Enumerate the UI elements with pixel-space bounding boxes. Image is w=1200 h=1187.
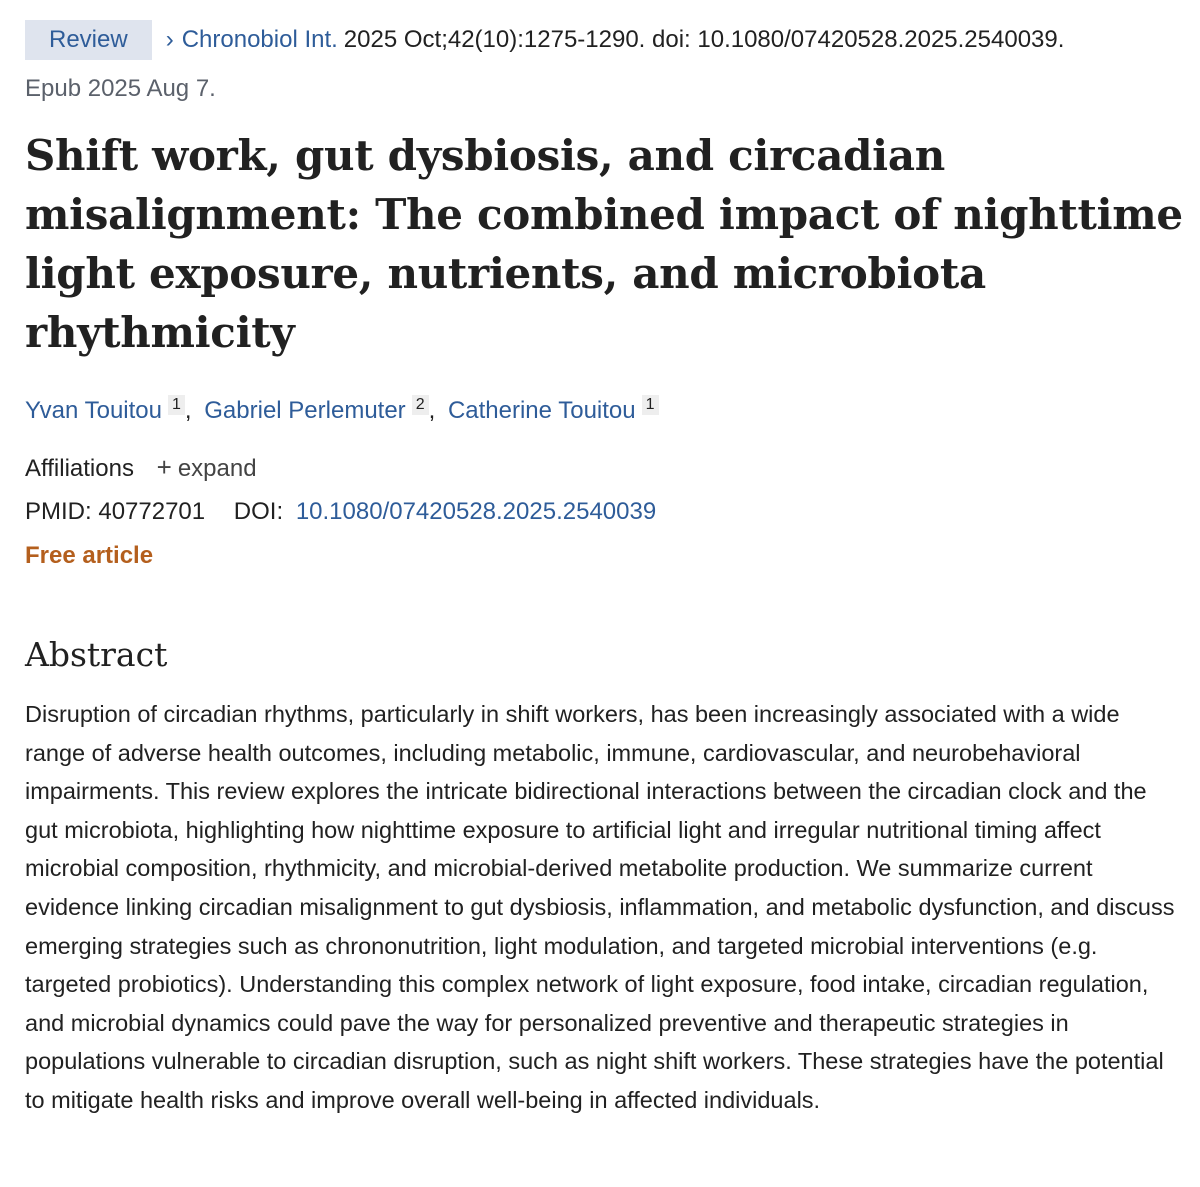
doi-link[interactable]: 10.1080/07420528.2025.2540039 <box>295 498 657 525</box>
author-link[interactable]: Catherine Touitou <box>447 397 636 424</box>
affiliations-label: Affiliations <box>25 455 134 482</box>
chevron-right-icon[interactable]: › <box>165 26 174 53</box>
affiliation-number[interactable]: 2 <box>412 395 429 415</box>
journal-link[interactable]: Chronobiol Int. <box>181 26 338 53</box>
pmid-value: 40772701 <box>98 498 206 525</box>
affiliation-number[interactable]: 1 <box>642 395 659 415</box>
doi-label: DOI: <box>233 498 284 525</box>
expand-affiliations-toggle[interactable] <box>141 452 257 482</box>
author-separator: , <box>184 397 192 424</box>
abstract-text: Disruption of circadian rhythms, particularly in shift workers, has been increasingly associated with a wide range of adverse health outcomes, including metabolic, immune, cardiovascular, and neurobehavioral impairments. This review explores the intricate bidirectional interactions between the circadian clock and the gut microbiota, highlighting how nighttime exposure to artificial light and irregular nutritional timing affect microbial composition, rhythmicity, and microbial-derived metabolite production. We summarize current evidence linking circadian misalignment to gut dysbiosis, inflammation, and metabolic dysfunction, and discuss emerging strategies such as chrononutrition, light modulation, and targeted microbial interventions (e.g. targeted probiotics). Understanding this complex network of light exposure, food intake, circadian regulation, and microbial dynamics could pave the way for personalized preventive and therapeutic strategies in populations vulnerable to circadian disruption, such as night shift workers. These strategies have the potential to mitigate health risks and improve overall well-being in affected individuals. <box>25 701 1175 1113</box>
author-link[interactable]: Yvan Touitou <box>25 397 163 424</box>
author-item <box>448 397 659 424</box>
pmid-label: PMID: <box>25 498 92 525</box>
free-article-label: Free article <box>25 542 154 569</box>
affiliation-number[interactable]: 1 <box>168 395 185 415</box>
article-title: Shift work, gut dysbiosis, and circadian misalignment: The combined impact of nighttime light exposure, nutrients, and microbiota rhythmicity <box>25 131 1183 357</box>
article-page <box>25 20 1185 1120</box>
author-item <box>25 397 204 424</box>
authors-list <box>25 394 1185 428</box>
author-item <box>204 397 448 424</box>
plus-icon: + <box>156 452 172 482</box>
identifiers-row <box>25 495 1185 529</box>
publication-type-badge[interactable]: Review <box>25 20 152 60</box>
epub-date: Epub 2025 Aug 7. <box>25 75 216 102</box>
citation-details: 2025 Oct;42(10):1275-1290. doi: 10.1080/07420528.2025.2540039. <box>343 26 1065 53</box>
author-separator: , <box>428 397 436 424</box>
author-link[interactable]: Gabriel Perlemuter <box>204 397 406 424</box>
citation-line <box>25 20 1185 60</box>
abstract-heading: Abstract <box>25 635 168 674</box>
expand-label: expand <box>177 455 257 482</box>
affiliations-row <box>25 450 1185 486</box>
